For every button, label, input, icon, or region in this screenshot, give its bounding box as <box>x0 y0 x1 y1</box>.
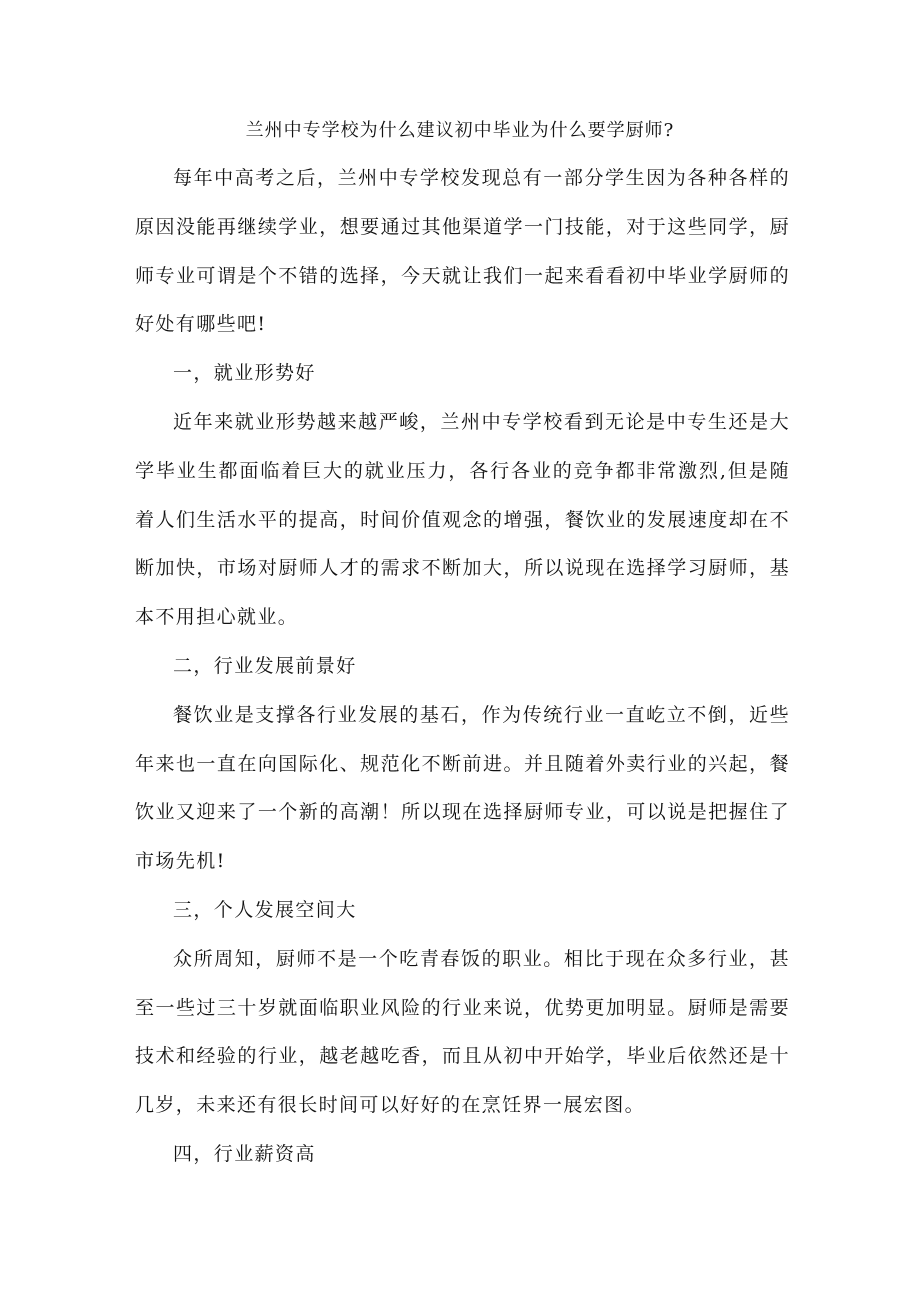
section-body-industry-prospects: 餐饮业是支撑各行业发展的基石，作为传统行业一直屹立不倒，近些年来也一直在向国际化、规范化不断前进。并且随着外卖行业的兴起，餐饮业又迎来了一个新的高潮！所以现在选择厨师专业，可以说是把握住了市场先机! <box>135 703 790 873</box>
document-title: 兰州中专学校为什么建议初中毕业为什么要学厨师? <box>245 120 675 141</box>
intro-paragraph: 每年中高考之后，兰州中专学校发现总有一部分学生因为各种各样的原因没能再继续学业，想要通过其他渠道学一门技能，对于这些同学，厨师专业可谓是个不错的选择，今天就让我们一起来看看初中毕业学厨师的好处有哪些吧! <box>135 167 790 336</box>
section-body-employment: 近年来就业形势越来越严峻，兰州中专学校看到无论是中专生还是大学毕业生都面临着巨大的就业压力，各行各业的竞争都非常激烈,但是随着人们生活水平的提高，时间价值观念的增强，餐饮业的发展速度却在不断加快，市场对厨师人才的需求不断加大，所以说现在选择学习厨师，基本不用担心就业。 <box>135 410 790 629</box>
section-heading-employment: 一，就业形势好 <box>173 362 316 385</box>
section-heading-salary: 四，行业薪资高 <box>173 1142 316 1165</box>
section-heading-industry-prospects: 二，行业发展前景好 <box>173 654 357 677</box>
section-body-personal-growth: 众所周知，厨师不是一个吃青春饭的职业。相比于现在众多行业，甚至一些过三十岁就面临职业风险的行业来说，优势更加明显。厨师是需要技术和经验的行业，越老越吃香，而且从初中开始学，毕业后依然还是十几岁，未来还有很长时间可以好好的在烹饪界一展宏图。 <box>135 947 790 1117</box>
document-body <box>135 154 790 1179</box>
section-heading-personal-growth: 三，个人发展空间大 <box>173 898 357 921</box>
